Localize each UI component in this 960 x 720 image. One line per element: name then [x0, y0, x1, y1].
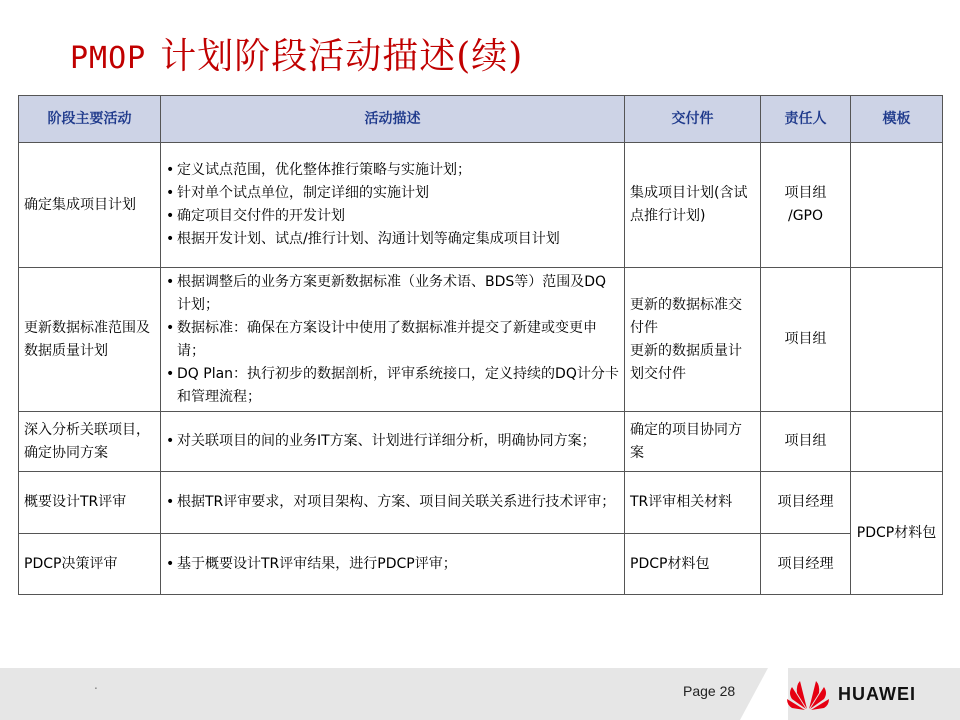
- deliverable-cell: TR评审相关材料: [625, 472, 761, 534]
- footer-divider: [740, 668, 788, 720]
- header-owner: 责任人: [761, 96, 851, 143]
- activity-cell: 确定集成项目计划: [19, 143, 161, 268]
- template-cell: [851, 412, 943, 472]
- footer-dot: .: [94, 678, 98, 692]
- owner-cell: 项目组: [761, 268, 851, 412]
- header-activity: 阶段主要活动: [19, 96, 161, 143]
- owner-cell: 项目组: [761, 412, 851, 472]
- table-row: [19, 534, 943, 595]
- template-cell: PDCP材料包: [851, 472, 943, 595]
- description-item: • 数据标准：确保在方案设计中使用了数据标准并提交了新建或变更申请；: [166, 317, 619, 363]
- page-number: Page 28: [683, 683, 736, 699]
- huawei-logo-icon: [786, 677, 830, 711]
- description-item: • 根据TR评审要求，对项目架构、方案、项目间关联关系进行技术评审；: [166, 491, 619, 514]
- activity-cell: 深入分析关联项目，确定协同方案: [19, 412, 161, 472]
- title-main: 计划阶段活动描述(续): [160, 36, 524, 77]
- description-cell: [161, 143, 625, 268]
- deliverable-cell: 集成项目计划(含试点推行计划): [625, 143, 761, 268]
- description-item: • 确定项目交付件的开发计划: [166, 205, 619, 228]
- table-header-row: [19, 96, 943, 143]
- description-cell: [161, 534, 625, 595]
- header-deliverable: 交付件: [625, 96, 761, 143]
- activity-cell: PDCP决策评审: [19, 534, 161, 595]
- deliverable-cell: 更新的数据标准交付件 更新的数据质量计划交付件: [625, 268, 761, 412]
- owner-cell: 项目经理: [761, 534, 851, 595]
- description-cell: [161, 472, 625, 534]
- deliverable-cell: 确定的项目协同方案: [625, 412, 761, 472]
- table-row: [19, 143, 943, 268]
- header-template: 模板: [851, 96, 943, 143]
- description-item: • 基于概要设计TR评审结果，进行PDCP评审；: [166, 553, 619, 576]
- brand-name: HUAWEI: [838, 684, 916, 704]
- description-cell: [161, 268, 625, 412]
- table-row: [19, 472, 943, 534]
- owner-cell: 项目组 /GPO: [761, 143, 851, 268]
- description-item: • DQ Plan：执行初步的数据剖析，评审系统接口，定义持续的DQ计分卡和管理流程；: [166, 363, 619, 409]
- table-row: [19, 412, 943, 472]
- description-item: • 根据开发计划、试点/推行计划、沟通计划等确定集成项目计划: [166, 228, 619, 251]
- table-row: [19, 268, 943, 412]
- owner-cell: 项目经理: [761, 472, 851, 534]
- template-cell: [851, 268, 943, 412]
- description-item: • 根据调整后的业务方案更新数据标准（业务术语、BDS等）范围及DQ计划；: [166, 271, 619, 317]
- activity-table: [18, 95, 943, 595]
- activity-cell: 概要设计TR评审: [19, 472, 161, 534]
- activity-cell: 更新数据标准范围及数据质量计划: [19, 268, 161, 412]
- header-description: 活动描述: [161, 96, 625, 143]
- description-item: • 针对单个试点单位，制定详细的实施计划: [166, 182, 619, 205]
- template-cell: [851, 143, 943, 268]
- description-item: • 对关联项目的间的业务IT方案、计划进行详细分析，明确协同方案；: [166, 430, 619, 453]
- description-cell: [161, 412, 625, 472]
- title-prefix: PMOP: [70, 41, 147, 76]
- slide-title: [70, 28, 523, 79]
- description-item: • 定义试点范围，优化整体推行策略与实施计划；: [166, 159, 619, 182]
- deliverable-cell: PDCP材料包: [625, 534, 761, 595]
